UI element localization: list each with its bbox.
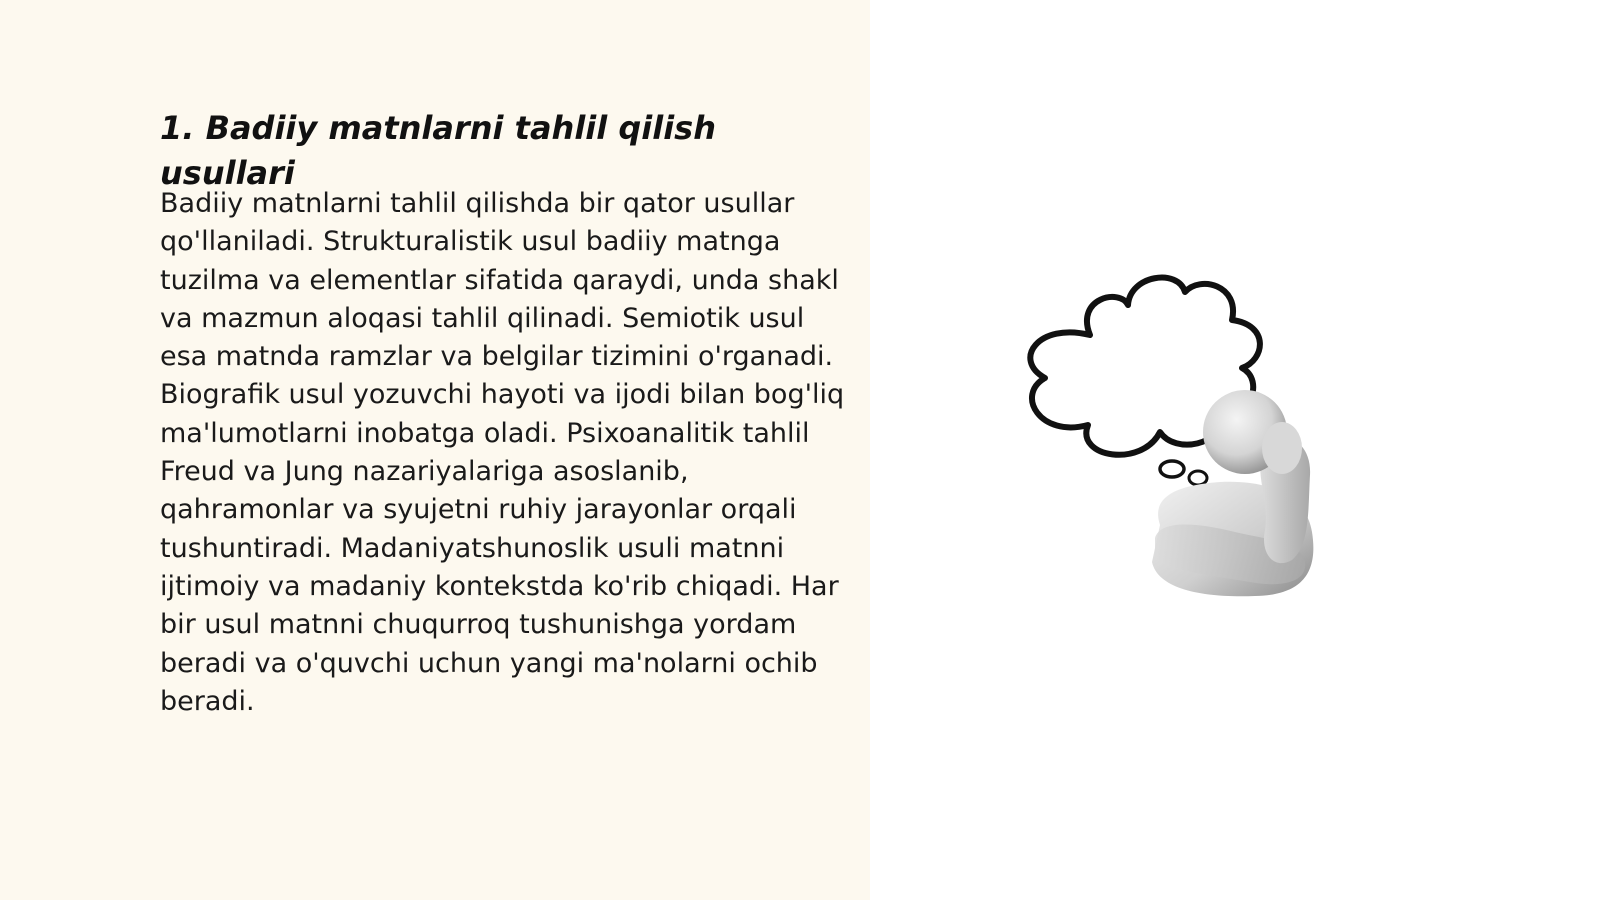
slide-title: 1. Badiiy matnlarni tahlil qilish usullari — [160, 109, 716, 192]
slide-body-text: Badiiy matnlarni tahlil qilishda bir qator usullar qo'llaniladi. Strukturalistik usul badiiy matnga tuzilma va elementlar sifatida qaraydi, unda shakl va mazmun aloqasi tahlil qilinadi. Semiotik usul esa matnda ramzlar va belgilar tizimini o'rganadi. Biografik usul yozuvchi hayoti va ijodi bilan bog'liq ma'lumotlarni inobatga oladi. Psixoanalitik tahlil Freud va Jung nazariyalariga asoslanib, qahramonlar va syujetni ruhiy jarayonlar orqali tushuntiradi. Madaniyatshunoslik usuli matnni ijtimoiy va madaniy kontekstda ko'rib chiqadi. Har bir usul matnni chuqurroq tushunishga yordam beradi va o'quvchi uchun yangi ma'nolarni ochib beradi. — [160, 188, 845, 717]
thinking-person-icon — [1020, 270, 1350, 620]
